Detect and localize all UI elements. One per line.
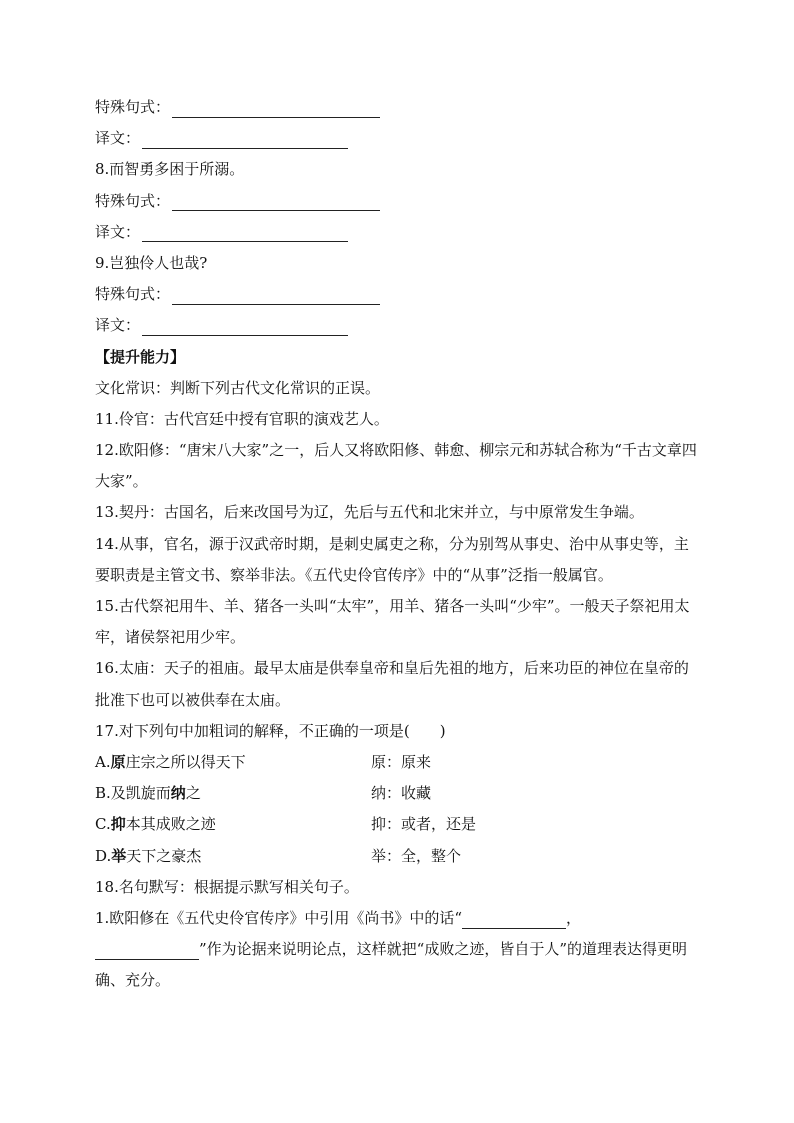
answer-line xyxy=(95,310,701,341)
answer-line xyxy=(95,186,701,217)
option-gloss: 原：原来 xyxy=(371,753,432,772)
question-16: 16.太庙：天子的祖庙。最早太庙是供奉皇帝和皇后先祖的地方，后来功臣的神位在皇帝的批准下也可以被供奉在太庙。 xyxy=(95,659,689,709)
answer-blank[interactable] xyxy=(172,192,380,211)
question-9: 9.岂独伶人也哉? xyxy=(95,253,208,272)
option-gloss: 举：全，整个 xyxy=(371,846,462,865)
option-text: 天下之豪杰 xyxy=(126,846,202,865)
bold-word: 抑 xyxy=(110,815,126,834)
answer-blank[interactable] xyxy=(172,99,380,118)
answer-line xyxy=(95,92,701,123)
fill-text: ”作为论据来说明论点，这样就把“成败之迹，皆自于人”的道理表达得更明确、充分。 xyxy=(95,940,688,990)
option-text: 本其成败之迹 xyxy=(125,815,216,834)
option-b[interactable] xyxy=(95,778,701,809)
label-special-sentence: 特殊句式： xyxy=(95,285,171,304)
label-translation: 译文： xyxy=(95,222,141,241)
answer-line xyxy=(95,279,701,310)
question-8: 8.而智勇多困于所溺。 xyxy=(95,160,245,179)
answer-blank[interactable] xyxy=(172,286,380,305)
section-intro: 文化常识：判断下列古代文化常识的正误。 xyxy=(95,378,381,397)
question-12: 12.欧阳修：“唐宋八大家”之一，后人又将欧阳修、韩愈、柳宗元和苏轼合称为“千古文章四大家”。 xyxy=(95,441,697,491)
bold-word: 原 xyxy=(110,753,126,772)
label-translation: 译文： xyxy=(95,316,141,335)
option-prefix: D. xyxy=(95,846,112,865)
fill-blank[interactable] xyxy=(462,910,566,929)
answer-blank[interactable] xyxy=(142,130,348,149)
fill-blank[interactable] xyxy=(95,941,199,960)
answer-blank[interactable] xyxy=(142,317,348,336)
option-prefix: C. xyxy=(95,815,111,834)
label-special-sentence: 特殊句式： xyxy=(95,191,171,210)
fill-comma: ， xyxy=(565,909,581,927)
answer-line xyxy=(95,217,701,248)
option-d[interactable] xyxy=(95,841,701,872)
fill-text: 1.欧阳修在《五代史伶官传序》中引用《尚书》中的话“ xyxy=(95,909,462,927)
bold-word: 纳 xyxy=(170,784,186,803)
option-prefix: B.及凯旋而 xyxy=(95,784,171,803)
option-gloss: 抑：或者，还是 xyxy=(371,815,477,834)
option-text: 之 xyxy=(185,784,201,803)
question-18: 18.名句默写：根据提示默写相关句子。 xyxy=(95,877,359,896)
question-11: 11.伶官：古代宫廷中授有官职的演戏艺人。 xyxy=(95,409,389,428)
question-18-1 xyxy=(95,903,701,997)
question-17: 17.对下列句中加粗词的解释，不正确的一项是( ) xyxy=(95,721,446,740)
option-c[interactable] xyxy=(95,809,701,840)
bold-word: 举 xyxy=(111,846,127,865)
question-15: 15.古代祭祀用牛、羊、猪各一头叫“太牢”，用羊、猪各一头叫“少牢”。一般天子祭祀用太牢，诸侯祭祀用少牢。 xyxy=(95,597,690,647)
option-text: 庄宗之所以得天下 xyxy=(125,753,246,772)
label-special-sentence: 特殊句式： xyxy=(95,98,171,116)
answer-blank[interactable] xyxy=(142,223,348,242)
label-translation: 译文： xyxy=(95,129,141,148)
section-heading: 【提升能力】 xyxy=(95,347,186,366)
document-page xyxy=(95,92,701,997)
option-prefix: A. xyxy=(95,753,111,772)
question-13: 13.契丹：古国名，后来改国号为辽，先后与五代和北宋并立，与中原常发生争端。 xyxy=(95,503,644,522)
option-a[interactable] xyxy=(95,747,701,778)
question-14: 14.从事，官名，源于汉武帝时期，是刺史属吏之称，分为别驾从事史、治中从事史等，主要职责是主管文书、察举非法。《五代史伶官传序》中的“从事”泛指一般属官。 xyxy=(95,534,689,584)
answer-line xyxy=(95,123,701,154)
option-gloss: 纳：收藏 xyxy=(371,784,432,803)
